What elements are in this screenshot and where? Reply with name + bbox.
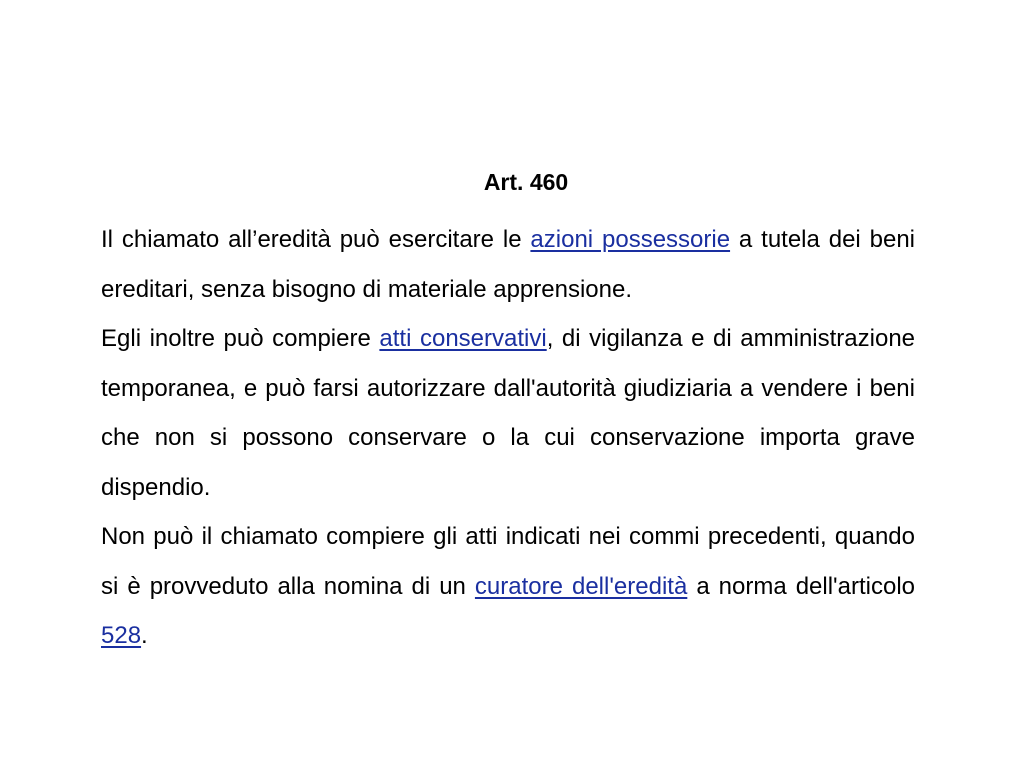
- link-eredita[interactable]: dell'eredità: [571, 572, 688, 600]
- text-segment: Non può il chiamato compiere gli atti indicati nei commi precedenti, quando si è provveduto alla nomina di un: [101, 523, 915, 600]
- link-atti[interactable]: atti: [379, 325, 420, 352]
- paragraph-1: [101, 215, 915, 314]
- text-segment: Il chiamato all’eredità può esercitare le: [101, 226, 531, 253]
- article-body: [101, 215, 915, 661]
- link-articolo-528[interactable]: 528: [101, 622, 142, 649]
- text-segment: .: [141, 622, 148, 649]
- article-title: Art. 460: [483, 169, 569, 195]
- paragraph-2: [101, 314, 915, 512]
- link-curatore[interactable]: curatore: [474, 572, 572, 600]
- text-segment: a tutela dei beni ereditari, senza bisogno di materiale apprensione.: [101, 226, 915, 303]
- text-segment: a norma dell'articolo: [687, 572, 916, 600]
- link-azioni-possessorie[interactable]: azioni possessorie: [530, 226, 731, 253]
- text-segment: , di vigilanza e di amministrazione temporanea, e può farsi autorizzare dall'autorità giudiziaria a vendere i beni che non si possono conservare o la cui conservazione importa grave dispendio.: [101, 325, 916, 501]
- paragraph-3: [101, 512, 915, 661]
- link-conservativi[interactable]: conservativi: [419, 325, 547, 352]
- text-segment: Egli inoltre può compiere: [101, 325, 380, 352]
